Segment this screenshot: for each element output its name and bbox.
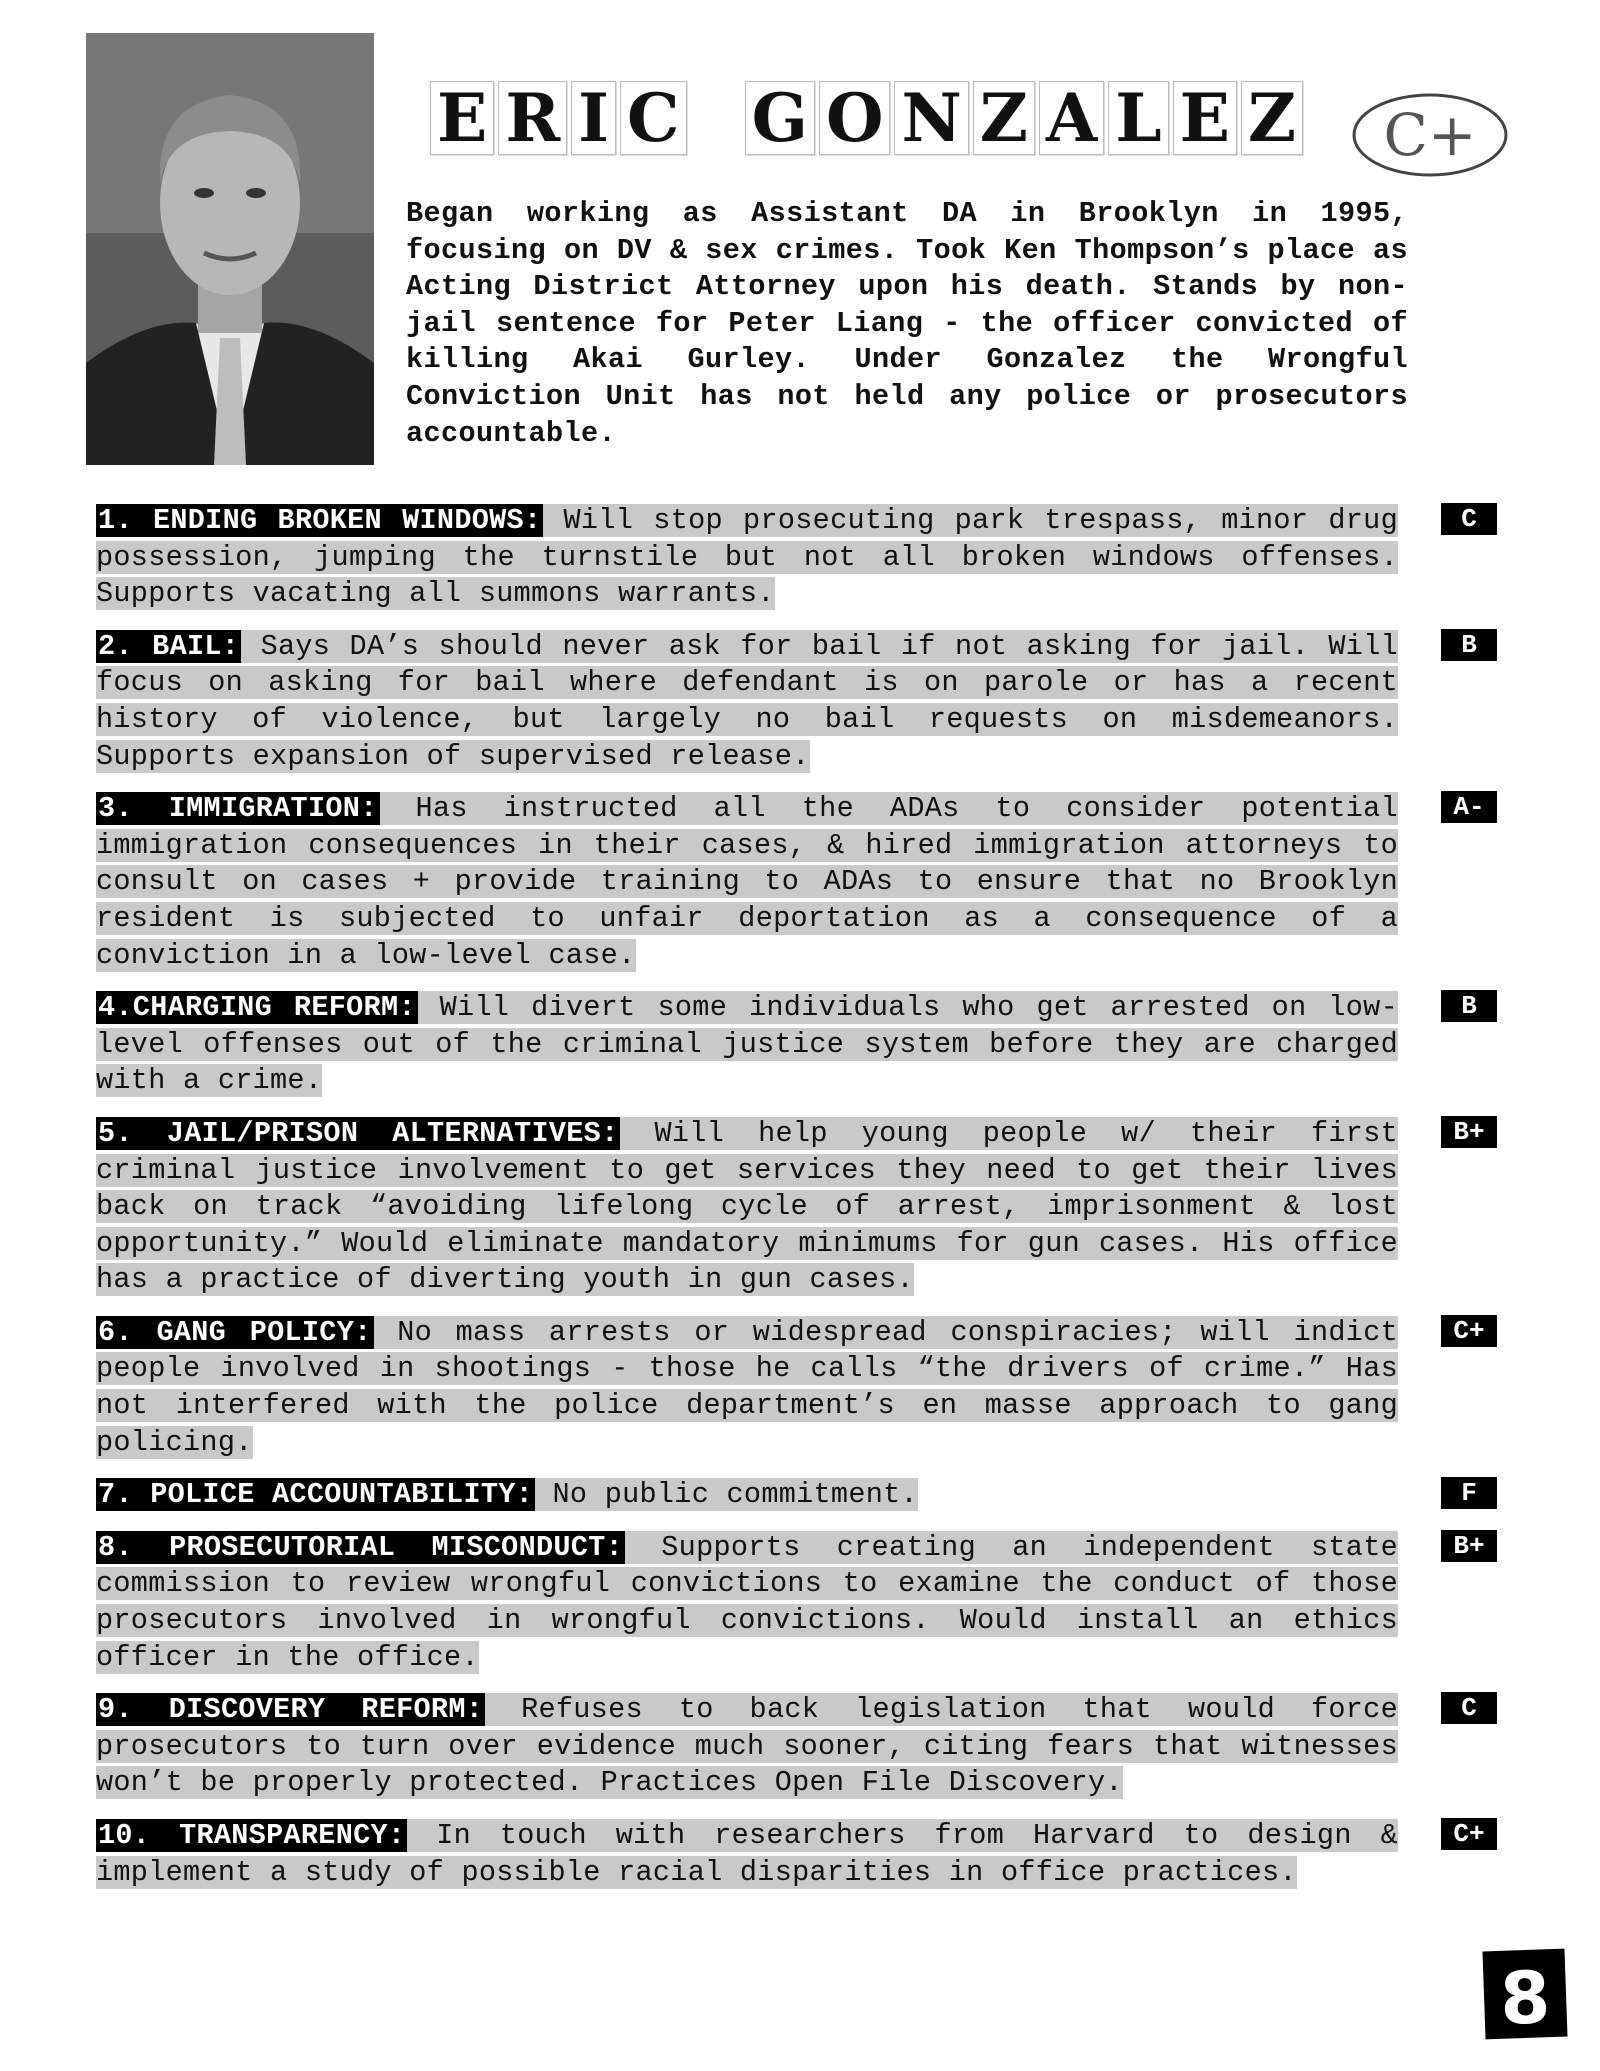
policy-item: [96, 1315, 1510, 1461]
policy-item: [96, 1818, 1510, 1891]
policy-item: [96, 990, 1510, 1100]
policy-label: 6. GANG POLICY:: [98, 1315, 372, 1349]
policy-item: [96, 1116, 1510, 1299]
policy-grade: C: [1441, 1692, 1497, 1724]
portrait-photo: [86, 33, 374, 465]
policy-item: [96, 629, 1510, 775]
policy-grade: B: [1441, 629, 1497, 661]
policy-item: [96, 1692, 1510, 1802]
policy-grade: C: [1441, 503, 1497, 535]
overall-grade-circle: [1350, 90, 1510, 180]
policy-text: In touch with researchers from Harvard to design & implement a study of possible racial disparities in office practices.: [96, 1819, 1399, 1889]
policy-item: [96, 503, 1510, 613]
name-letter: N: [894, 81, 968, 155]
name-letter: Z: [1241, 81, 1303, 155]
candidate-name: [430, 78, 1330, 158]
policy-label: 5. JAIL/PRISON ALTERNATIVES:: [98, 1116, 619, 1150]
policy-text: Supports creating an independent state commission to review wrongful convictions to examine the conduct of those prosecutors involved in wrongful convictions. Would install an ethics officer in the office.: [96, 1530, 1398, 1674]
policy-text: Refuses to back legislation that would force prosecutors to turn over evidence much sooner, citing fears that witnesses won’t be properly protected. Practices Open File Discovery.: [96, 1693, 1398, 1800]
policy-item: [96, 1530, 1510, 1676]
policy-text: Has instructed all the ADAs to consider potential immigration consequences in their cases, & hired immigration attorneys to consult on cases + provide training to ADAs to ensure that no Brooklyn resident is subjected to unfair deportation as a consequence of a conviction in a low-level case.: [96, 792, 1398, 972]
policy-text: Says DA’s should never ask for bail if not asking for jail. Will focus on asking for bail where defendant is on parole or has a recent history of violence, but largely no bail requests on misdemeanors. Supports expansion of supervised release.: [96, 629, 1398, 773]
policy-grade: C+: [1441, 1818, 1497, 1850]
policy-item: [96, 1477, 1510, 1514]
name-letter: A: [1039, 81, 1104, 155]
policy-grade: C+: [1441, 1315, 1497, 1347]
policy-label: 10. TRANSPARENCY:: [98, 1819, 406, 1852]
policy-grade: B: [1441, 990, 1497, 1022]
policy-label: 8. PROSECUTORIAL MISCONDUCT:: [98, 1530, 623, 1564]
policy-label: 3. IMMIGRATION:: [98, 792, 378, 826]
policy-list: [96, 503, 1510, 1907]
policy-text: Will stop prosecuting park trespass, minor drug possession, jumping the turnstile but not all broken windows offenses. Supports vacating all summons warrants.: [96, 504, 1398, 611]
policy-label: 9. DISCOVERY REFORM:: [98, 1693, 484, 1727]
name-letter: E: [430, 81, 494, 155]
page-number: 8: [1482, 1949, 1567, 2040]
policy-label: 2. BAIL:: [98, 629, 240, 663]
policy-text: No public commitment.: [552, 1478, 918, 1512]
name-letter: R: [498, 81, 567, 155]
policy-grade: B+: [1441, 1530, 1497, 1562]
name-letter: I: [571, 81, 616, 155]
name-letter: G: [745, 81, 815, 155]
policy-grade: A-: [1441, 791, 1497, 823]
name-letter: L: [1108, 81, 1168, 155]
policy-text: No mass arrests or widespread conspiracies; will indict people involved in shootings - those he calls “the drivers of crime.” Has not interfered with the police department’s en masse approach to gang policing.: [96, 1315, 1399, 1459]
policy-label: 4.CHARGING REFORM:: [98, 991, 416, 1025]
name-letter: C: [620, 81, 687, 155]
policy-item: [96, 791, 1510, 974]
policy-label: 7. POLICE ACCOUNTABILITY:: [98, 1478, 534, 1512]
policy-grade: B+: [1441, 1116, 1497, 1148]
name-letter: E: [1173, 81, 1237, 155]
bio-paragraph: Began working as Assistant DA in Brooklyn in 1995, focusing on DV & sex crimes. Took Ken Thompson’s place as Acting District Attorney upon his death. Stands by non-jail sentence for Peter Liang - the officer convicted of killing Akai Gurley. Under Gonzalez the Wrongful Conviction Unit has not held any police or prosecutors accountable.: [406, 197, 1408, 450]
policy-text: Will divert some individuals who get arrested on low-level offenses out of the criminal justice system before they are charged with a crime.: [96, 991, 1398, 1098]
policy-grade: F: [1441, 1477, 1497, 1509]
policy-label: 1. ENDING BROKEN WINDOWS:: [98, 504, 542, 537]
policy-text: Will help young people w/ their first criminal justice involvement to get services they need to get their lives back on track “avoiding lifelong cycle of arrest, imprisonment & lost opportunity.” Would eliminate mandatory minimums for gun cases. His office has a practice of diverting youth in gun cases.: [96, 1116, 1399, 1297]
overall-grade: C+: [1383, 101, 1477, 169]
name-letter: Z: [973, 81, 1035, 155]
name-letter: O: [819, 81, 891, 155]
